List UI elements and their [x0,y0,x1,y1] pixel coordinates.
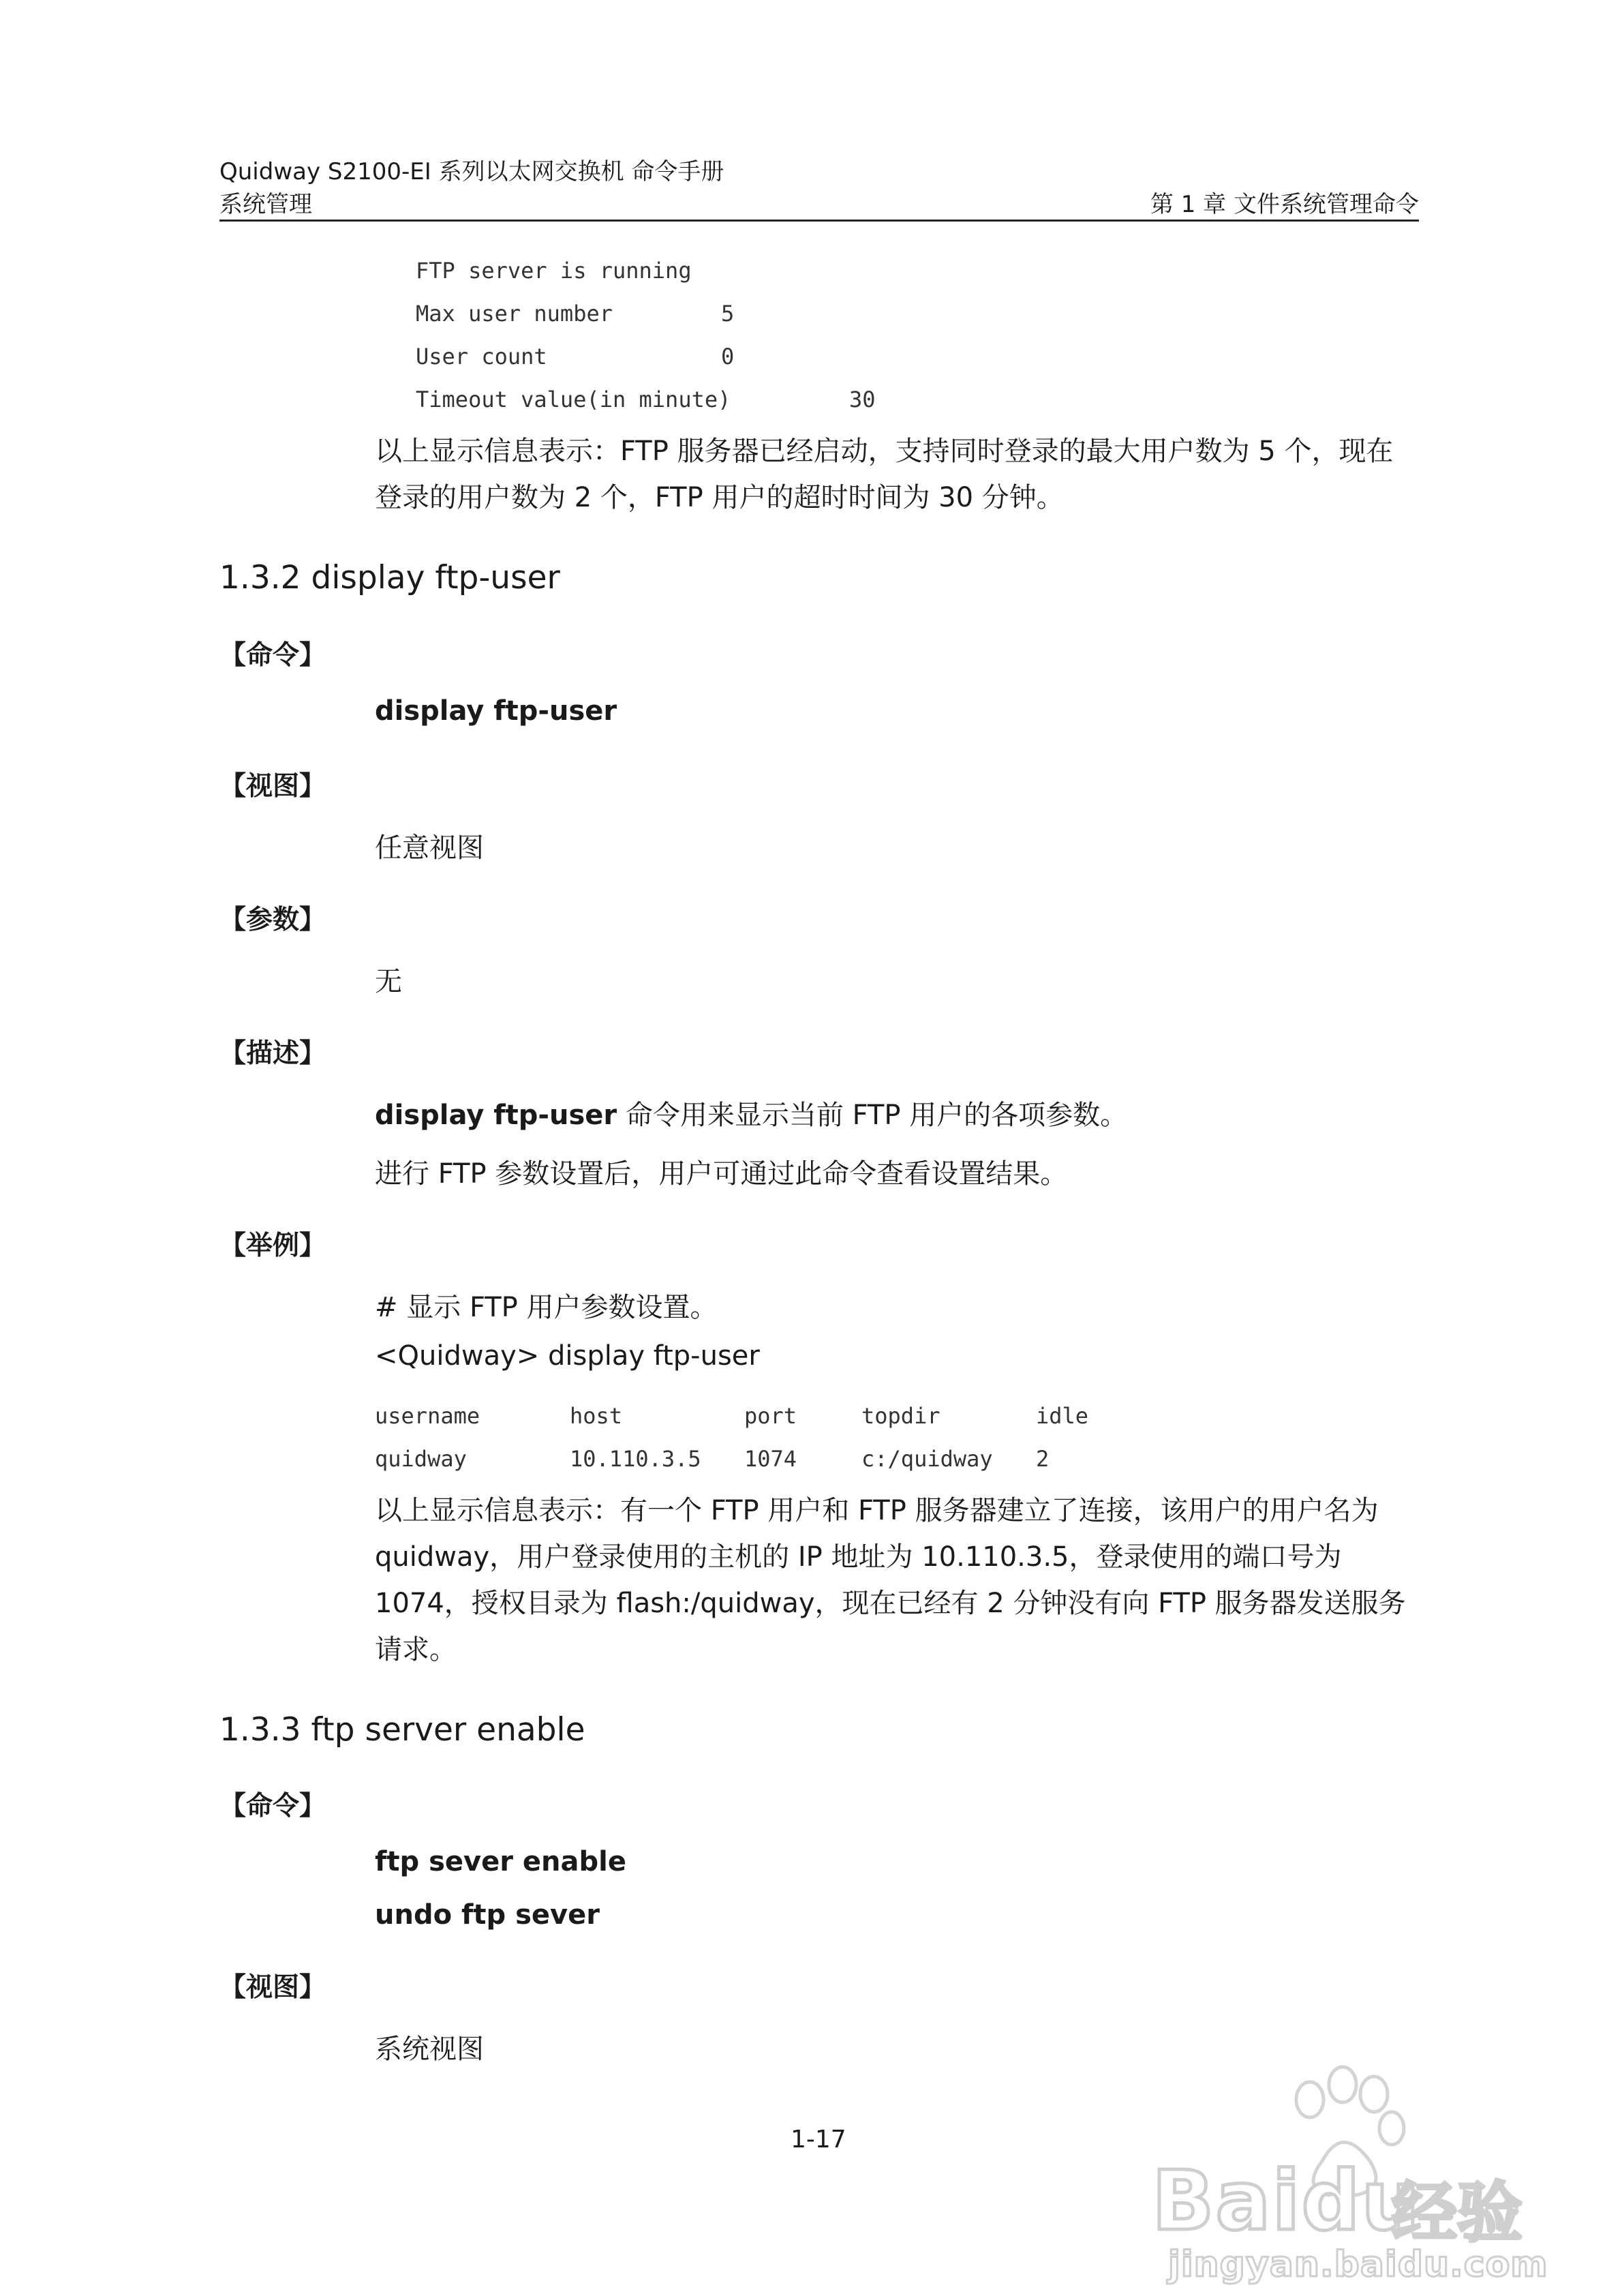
table-header-username: username [375,1403,480,1429]
desc-label: 【描述】 [219,1038,326,1069]
param-label: 【参数】 [219,905,326,935]
table-header-idle: idle [1036,1403,1089,1429]
example-explanation: 以上显示信息表示：有一个 FTP 用户和 FTP 服务器建立了连接，该用户的用户名为 quidway，用户登录使用的主机的 IP 地址为 10.110.3.5，登录使用的端口号为 1074，授权目录为 flash:/quidway，现在已经有 2 分钟没有向 FTP 服务器发送服务请求。 [375,1495,1406,1665]
table-header-port: port [744,1403,797,1429]
output-value-2: 5 [721,301,735,327]
table-cell-port: 1074 [744,1446,797,1472]
output-line-2: Max user number [416,301,613,327]
view-text-2: 系统视图 [375,2034,484,2065]
table-cell-topdir: c:/quidway [861,1446,993,1472]
view-label-2: 【视图】 [219,1972,326,2003]
section-title-1-3-2: 1.3.2 display ftp-user [219,559,560,596]
table-header-topdir: topdir [861,1403,940,1429]
table-header-host: host [570,1403,623,1429]
section-title-1-3-3: 1.3.3 ftp server enable [219,1711,585,1749]
command-display-ftp-user: display ftp-user [375,695,617,727]
output-line-3: User count [416,344,547,369]
command-undo-ftp-sever: undo ftp sever [375,1899,600,1931]
table-cell-idle: 2 [1036,1446,1050,1472]
table-cell-username: quidway [375,1446,467,1472]
table-cell-host: 10.110.3.5 [570,1446,701,1472]
output-value-3: 0 [721,344,735,369]
command-label: 【命令】 [219,640,326,671]
watermark-brand2: du [1301,2154,1421,2249]
view-label: 【视图】 [219,771,326,802]
output-line-1: FTP server is running [416,258,692,284]
desc-command: display ftp-user [375,1100,617,1131]
watermark-brand: Bai [1152,2154,1302,2249]
header-chapter: 第 1 章 文件系统管理命令 [1150,191,1419,218]
desc-line-1 [375,1093,1127,1132]
example-command: <Quidway> display ftp-user [375,1340,760,1372]
header-section: 系统管理 [219,191,312,218]
watermark-url: jingyan.baidu.com [1168,2244,1548,2285]
top-explanation: 以上显示信息表示：FTP 服务器已经启动，支持同时登录的最大用户数为 5 个，现在登录的用户数为 2 个，FTP 用户的超时时间为 30 分钟。 [375,436,1394,513]
example-comment: # 显示 FTP 用户参数设置。 [375,1292,718,1323]
watermark-cn: 经验 [1392,2175,1522,2251]
output-value-4: 30 [849,387,876,412]
param-text: 无 [375,966,402,997]
desc-text: 命令用来显示当前 FTP 用户的各项参数。 [617,1100,1128,1131]
example-label: 【举例】 [219,1230,326,1261]
view-text: 任意视图 [375,832,484,864]
command-ftp-sever-enable: ftp sever enable [375,1846,626,1877]
command-label-2: 【命令】 [219,1791,326,1822]
header-title: Quidway S2100-EI 系列以太网交换机 命令手册 [219,158,724,185]
baidu-jingyan-watermark [1152,2059,1548,2285]
desc-line-2: 进行 FTP 参数设置后，用户可通过此命令查看设置结果。 [375,1158,1068,1190]
header-rule [219,220,1419,222]
page-number: 1-17 [791,2126,846,2154]
output-line-4: Timeout value(in minute) [416,387,731,412]
